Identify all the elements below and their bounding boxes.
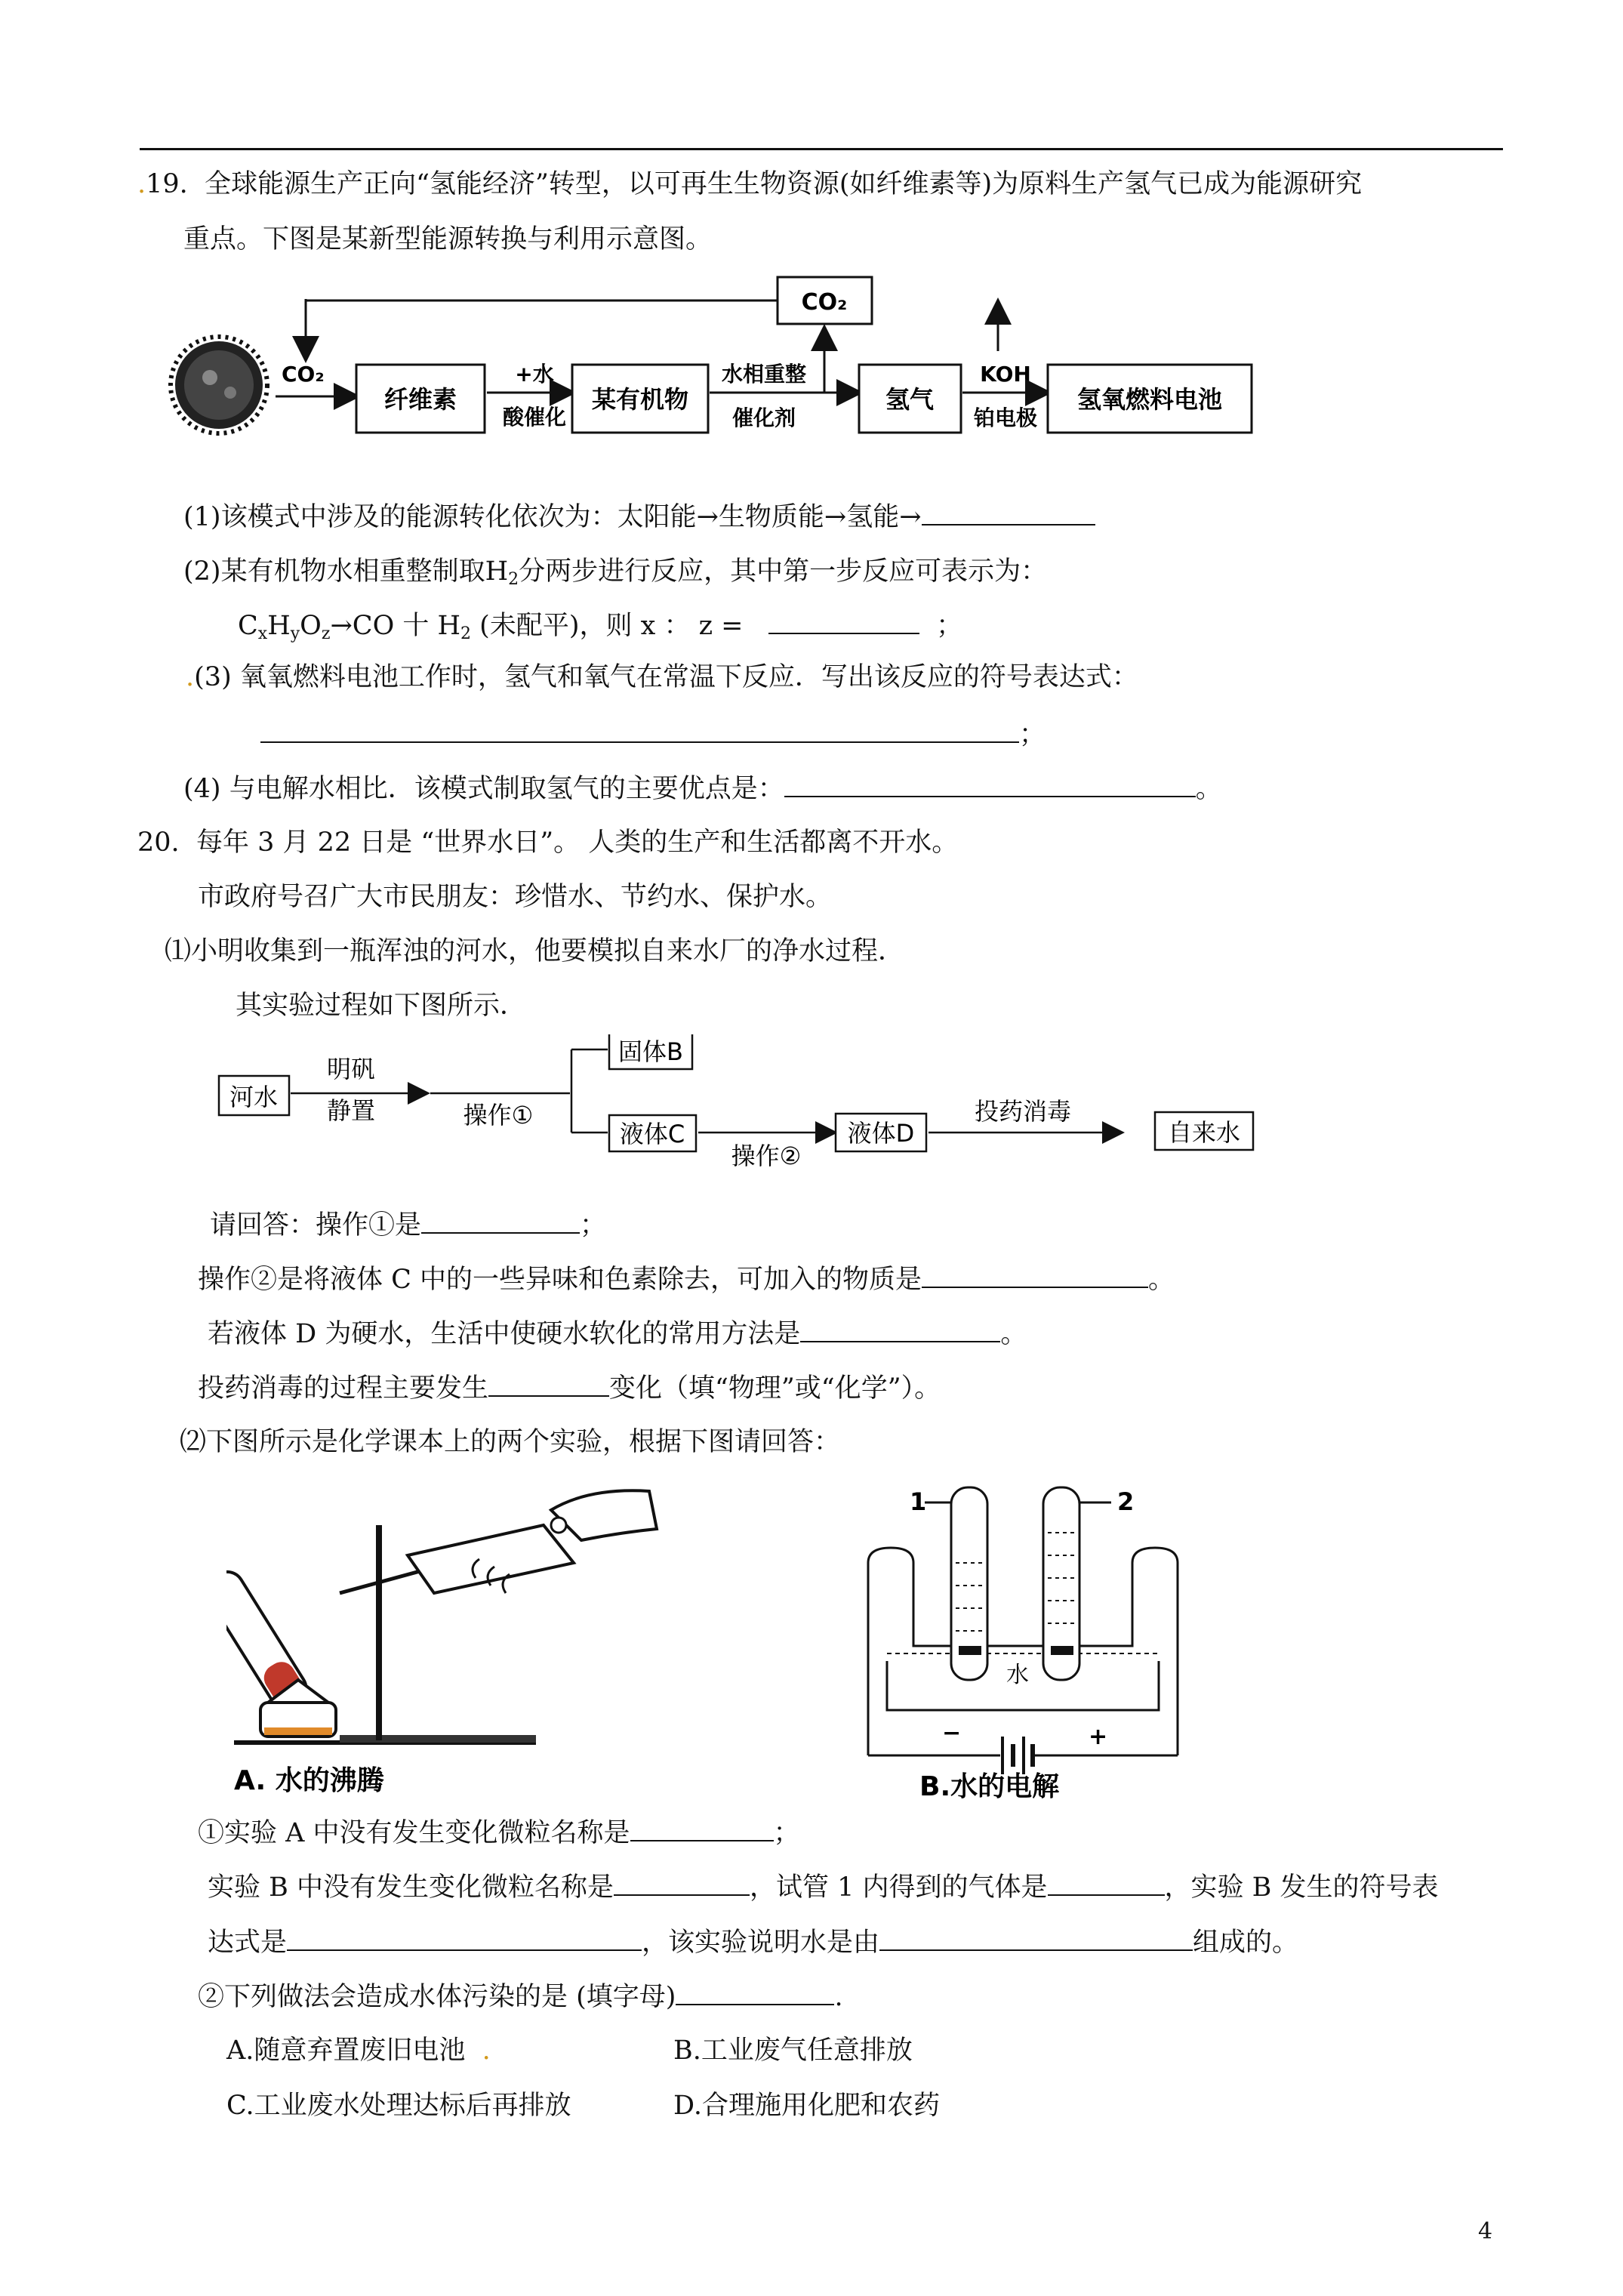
q19-part2: (2)某有机物水相重整制取$H_2$分两步进行反应，其中第一步反应可表示为：: [183, 556, 1048, 589]
q19-part4: (4) 与电解水相比．该模式制取氢气的主要优点是： 。: [183, 772, 1222, 806]
cellulose-label: 纤维素: [383, 385, 457, 414]
svg-text:水: 水: [1006, 1662, 1029, 1688]
q19-part3-answer: ；: [260, 717, 1046, 751]
q20-line1: 20. 每年 3 月 22 日是 “世界水日”。 人类的生产和生活都离不开水。: [137, 827, 959, 858]
co2-top-label: CO₂: [801, 289, 848, 316]
q19-part1: (1)该模式中涉及的能源转化依次为：太阳能→生物质能→氢能→: [183, 500, 1095, 534]
option-d: D.合理施用化肥和农药: [673, 2091, 940, 2121]
q20-e2: 实验 B 中没有发生变化微粒名称是 ，试管 1 内得到的气体是 ，实验 B 发生的符号表: [208, 1870, 1439, 1904]
option-a: A.随意弃置废旧电池 .: [226, 2036, 491, 2066]
figure-a-boiling: [226, 1480, 664, 1797]
q20-s2: ⑵下图所示是化学课本上的两个实验，根据下图请回答：: [180, 1427, 841, 1457]
svg-text:+: +: [1089, 1724, 1108, 1750]
svg-text:自来水: 自来水: [1167, 1118, 1241, 1147]
answer-blank[interactable]: [1048, 1870, 1165, 1896]
answer-blank[interactable]: [784, 772, 1196, 797]
svg-text:氢氧燃料电池: 氢氧燃料电池: [1076, 385, 1223, 414]
energy-conversion-diagram: [159, 268, 1276, 453]
svg-text:投药消毒: 投药消毒: [974, 1097, 1072, 1126]
svg-text:催化剂: 催化剂: [731, 405, 796, 430]
option-c: C.工业废水处理达标后再排放: [226, 2091, 571, 2121]
q20-e1: ①实验 A 中没有发生变化微粒名称是 ；: [198, 1816, 800, 1850]
answer-blank[interactable]: [800, 1317, 1000, 1342]
figure-b-caption: B.水的电解: [919, 1771, 1060, 1802]
svg-text:1: 1: [910, 1487, 927, 1516]
q19-equation: $C_xH_yO_z\to CO$ 十 $H_2$ (未配平)，则 x ： z = ；: [238, 609, 962, 651]
svg-text:水相重整: 水相重整: [721, 362, 807, 387]
answer-blank[interactable]: [614, 1870, 750, 1896]
answer-blank[interactable]: [630, 1816, 774, 1841]
svg-text:操作②: 操作②: [731, 1142, 802, 1170]
svg-text:−: −: [942, 1720, 962, 1746]
option-b: B.工业废气任意排放: [673, 2036, 913, 2066]
header-rule: [140, 148, 1503, 150]
answer-blank[interactable]: [488, 1371, 609, 1397]
figure-a-caption: A. 水的沸腾: [234, 1765, 384, 1796]
answer-blank[interactable]: [421, 1208, 580, 1234]
svg-text:静置: 静置: [326, 1096, 376, 1125]
answer-blank[interactable]: [260, 717, 1019, 743]
answer-blank[interactable]: [922, 500, 1095, 525]
svg-text:KOH: KOH: [980, 362, 1031, 387]
answer-blank[interactable]: [879, 1925, 1193, 1951]
svg-text:铂电极: 铂电极: [973, 405, 1038, 430]
svg-text:河水: 河水: [229, 1083, 279, 1111]
svg-text:2: 2: [1117, 1487, 1135, 1516]
svg-text:氢气: 氢气: [885, 385, 935, 414]
svg-text:液体C: 液体C: [619, 1120, 685, 1148]
q20-ans4: 投药消毒的过程主要发生 变化（填“物理”或“化学”）。: [198, 1371, 941, 1405]
q20-number: 20.: [137, 827, 180, 858]
q20-e4: ②下列做法会造成水体污染的是 (填字母) .: [198, 1980, 843, 2014]
answer-blank[interactable]: [922, 1262, 1148, 1288]
figure-b-electrolysis: [845, 1472, 1208, 1804]
answer-blank[interactable]: [768, 609, 919, 634]
water-purification-flow: [211, 1034, 1268, 1182]
q19-part3: .(3) 氧氧燃料电池工作时，氢气和氧气在常温下反应．写出该反应的符号表达式：: [186, 662, 1138, 692]
q20-ans2: 操作②是将液体 C 中的一些异味和色素除去，可加入的物质是 。: [198, 1262, 1175, 1296]
q19-line2: 重点。下图是某新型能源转换与利用示意图。: [183, 224, 713, 254]
q19-line1: .19. 全球能源生产正向“氢能经济”转型，以可再生生物资源(如纤维素等)为原料生产氢气已成为能源研究: [137, 169, 1363, 199]
svg-text:明矾: 明矾: [326, 1055, 376, 1083]
svg-text:酸催化: 酸催化: [502, 405, 567, 430]
svg-text:操作①: 操作①: [463, 1101, 534, 1130]
svg-text:+水: +水: [515, 362, 554, 387]
co2-left-label: CO₂: [282, 362, 325, 387]
q19-number: 19.: [146, 169, 188, 199]
q20-line2: 市政府号召广大市民朋友：珍惜水、节约水、保护水。: [198, 882, 833, 912]
q20-ans3: 若液体 D 为硬水，生活中使硬水软化的常用方法是 。: [208, 1317, 1027, 1351]
q20-s1b: 其实验过程如下图所示．: [236, 991, 527, 1021]
answer-blank[interactable]: [287, 1925, 642, 1951]
q20-ans1: 请回答：操作①是 ；: [210, 1208, 606, 1242]
answer-blank[interactable]: [676, 1980, 834, 2005]
q20-s1: ⑴小明收集到一瓶浑浊的河水，他要模拟自来水厂的净水过程．: [165, 936, 905, 966]
sun-icon: [171, 337, 267, 433]
q20-e3: 达式是 ，该实验说明水是由 组成的。: [208, 1925, 1298, 1959]
svg-text:固体B: 固体B: [618, 1037, 683, 1066]
svg-text:液体D: 液体D: [847, 1119, 915, 1148]
page-number: 4: [1478, 2218, 1493, 2245]
svg-text:某有机物: 某有机物: [591, 385, 689, 414]
